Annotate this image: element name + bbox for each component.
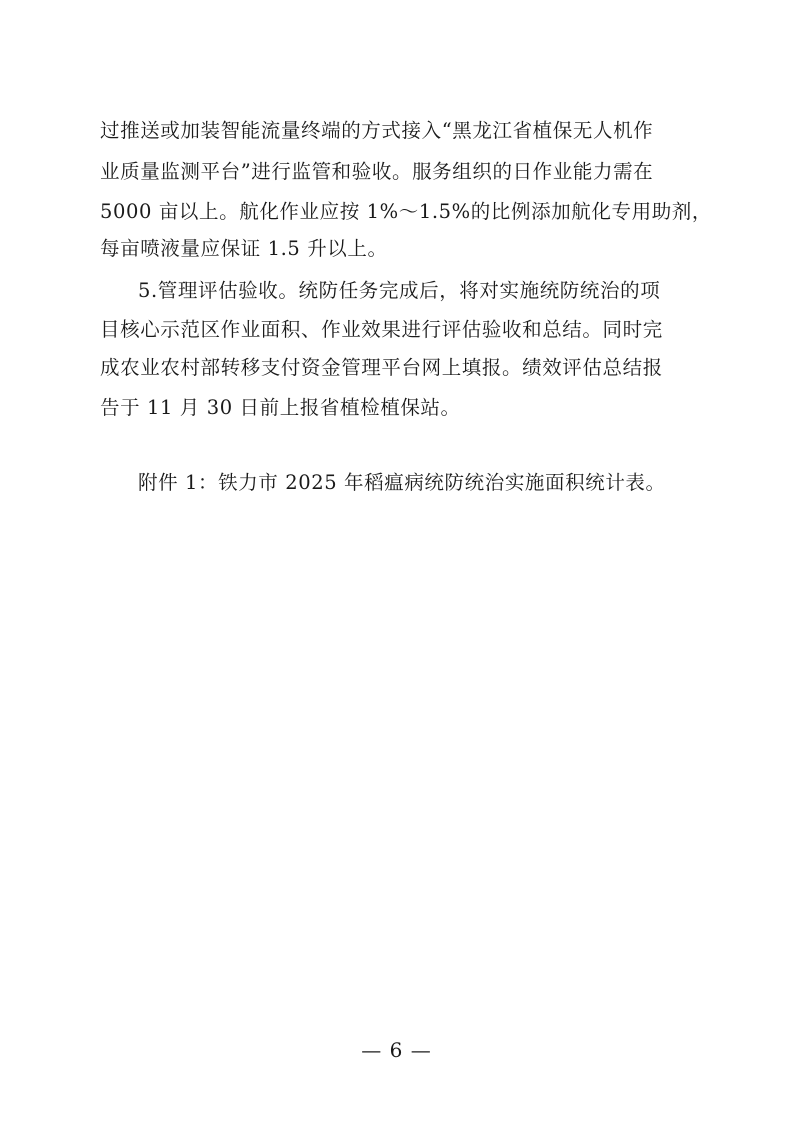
section-5-heading-line: 5.管理评估验收。统防任务完成后，将对实施统防统治的项 [138, 279, 661, 302]
paragraph-line: 过推送或加装智能流量终端的方式接入“黑龙江省植保无人机作 [100, 119, 654, 142]
attachment-note: 附件 1：铁力市 2025 年稻瘟病统防统治实施面积统计表。 [138, 471, 666, 494]
paragraph-line: 业质量监测平台”进行监管和验收。服务组织的日作业能力需在 [100, 160, 654, 183]
paragraph-line: 5000 亩以上。航化作业应按 1%～1.5%的比例添加航化专用助剂， [100, 200, 712, 223]
paragraph-line: 告于 11 月 30 日前上报省植检植保站。 [100, 396, 461, 419]
page-number: — 6 — [361, 1038, 432, 1062]
paragraph-line: 每亩喷液量应保证 1.5 升以上。 [100, 237, 388, 260]
paragraph-line: 目核心示范区作业面积、作业效果进行评估验收和总结。同时完 [100, 318, 663, 341]
paragraph-line: 成农业农村部转移支付资金管理平台网上填报。绩效评估总结报 [100, 356, 663, 379]
